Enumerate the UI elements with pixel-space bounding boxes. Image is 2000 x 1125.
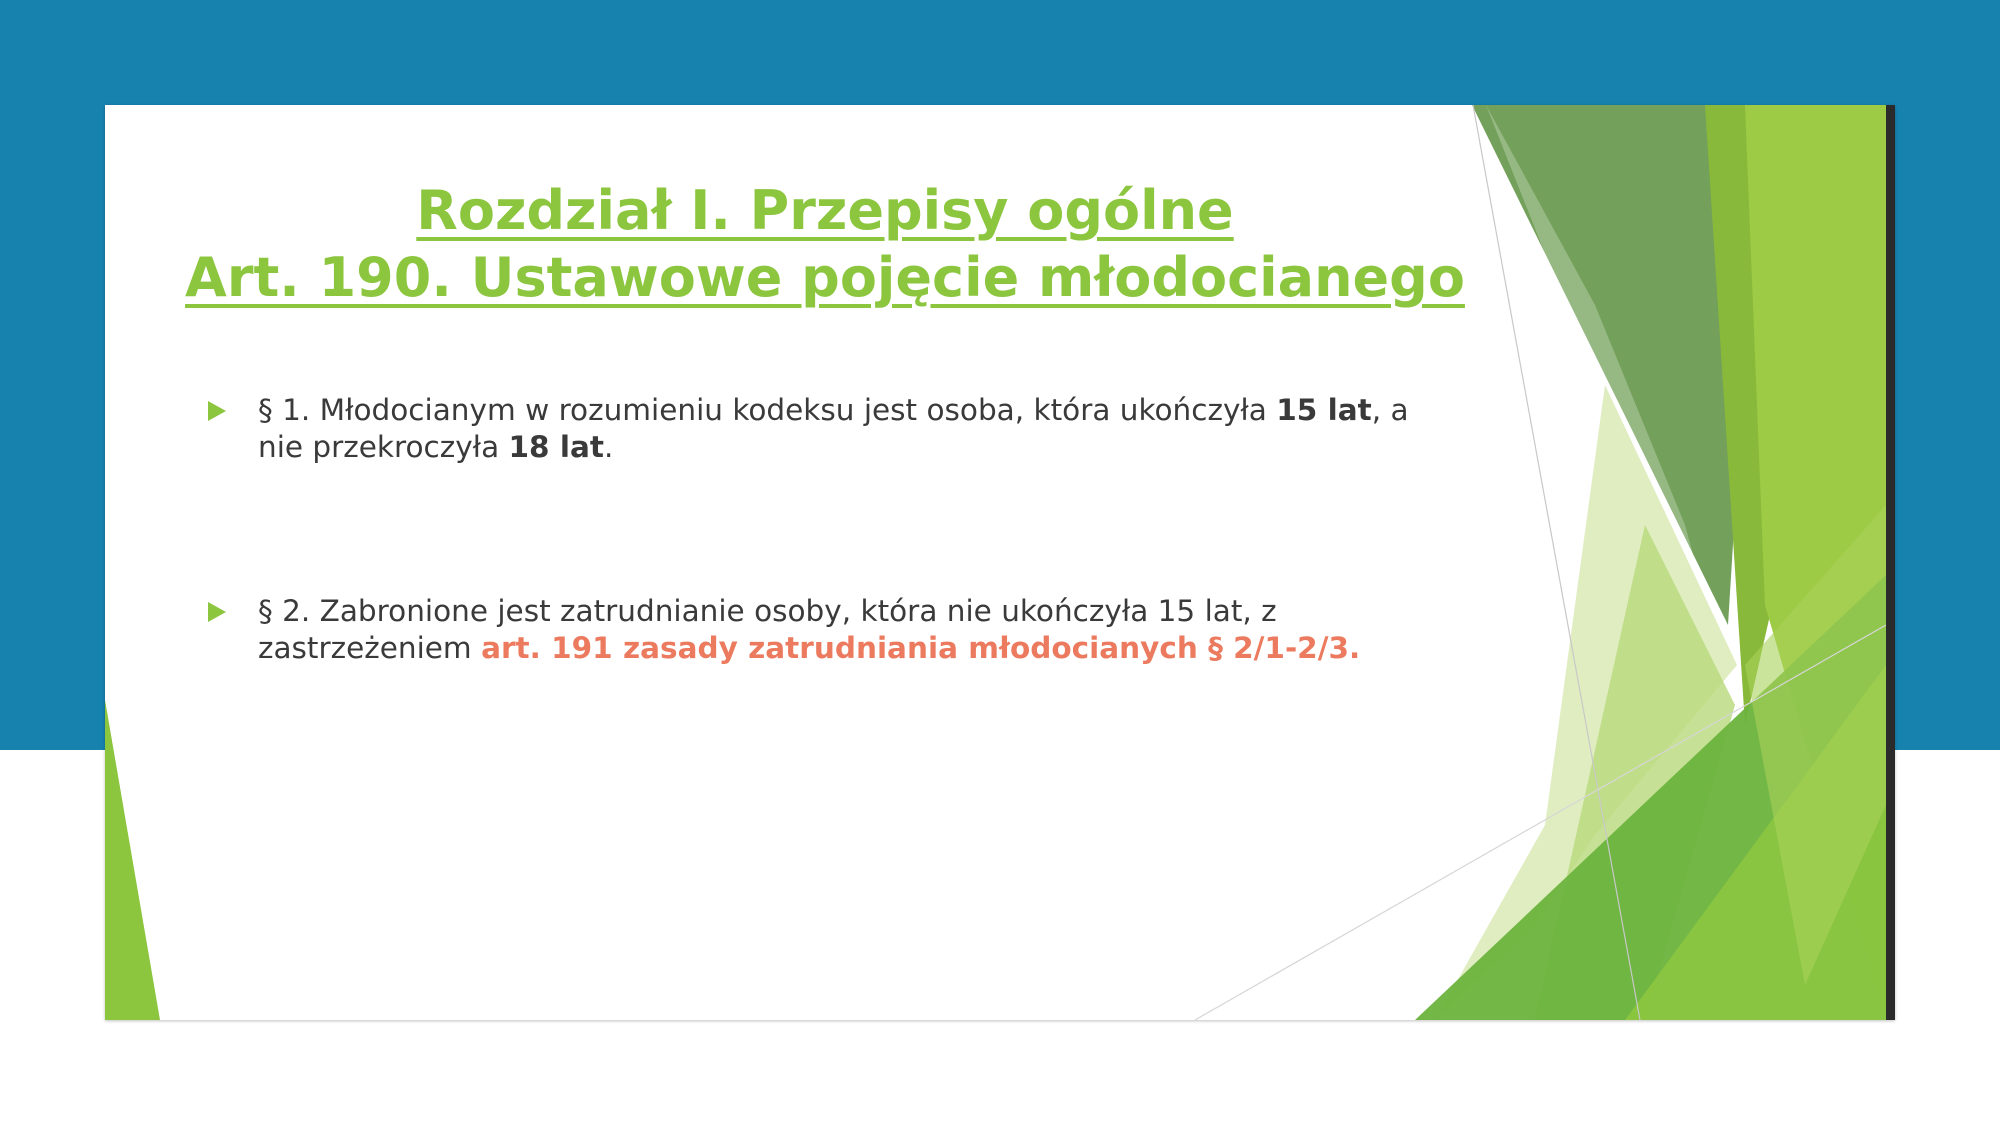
bullet-1-bold-age-min: 15 lat xyxy=(1276,393,1372,427)
bullet-1-text-part-1: § 1. Młodocianym w rozumieniu kodeksu jest osoba, która ukończyła xyxy=(258,393,1277,427)
slide-title-chapter: Rozdział I. Przepisy ogólne xyxy=(416,179,1234,242)
slide-title-article: Art. 190. Ustawowe pojęcie młodocianego xyxy=(185,246,1465,309)
bullet-1-text-part-2: , a nie przekroczyła xyxy=(258,393,1409,464)
bullet-text-1 xyxy=(258,392,1438,466)
slide-right-edge xyxy=(1886,105,1895,1020)
bullet-2-article-reference: art. 191 zasady zatrudniania młodocianych § 2/1-2/3. xyxy=(481,631,1361,665)
triangle-right-icon xyxy=(208,401,226,421)
bullet-1-bold-age-max: 18 lat xyxy=(508,430,604,464)
triangle-right-icon xyxy=(208,602,226,622)
slide xyxy=(105,105,1895,1020)
bullet-text-2 xyxy=(258,593,1438,667)
bullet-2-text-part-1: § 2. Zabronione jest zatrudnianie osoby, która nie ukończyła 15 lat, z zastrzeżeniem xyxy=(258,594,1277,665)
bullet-1-text-part-3: . xyxy=(603,430,614,464)
